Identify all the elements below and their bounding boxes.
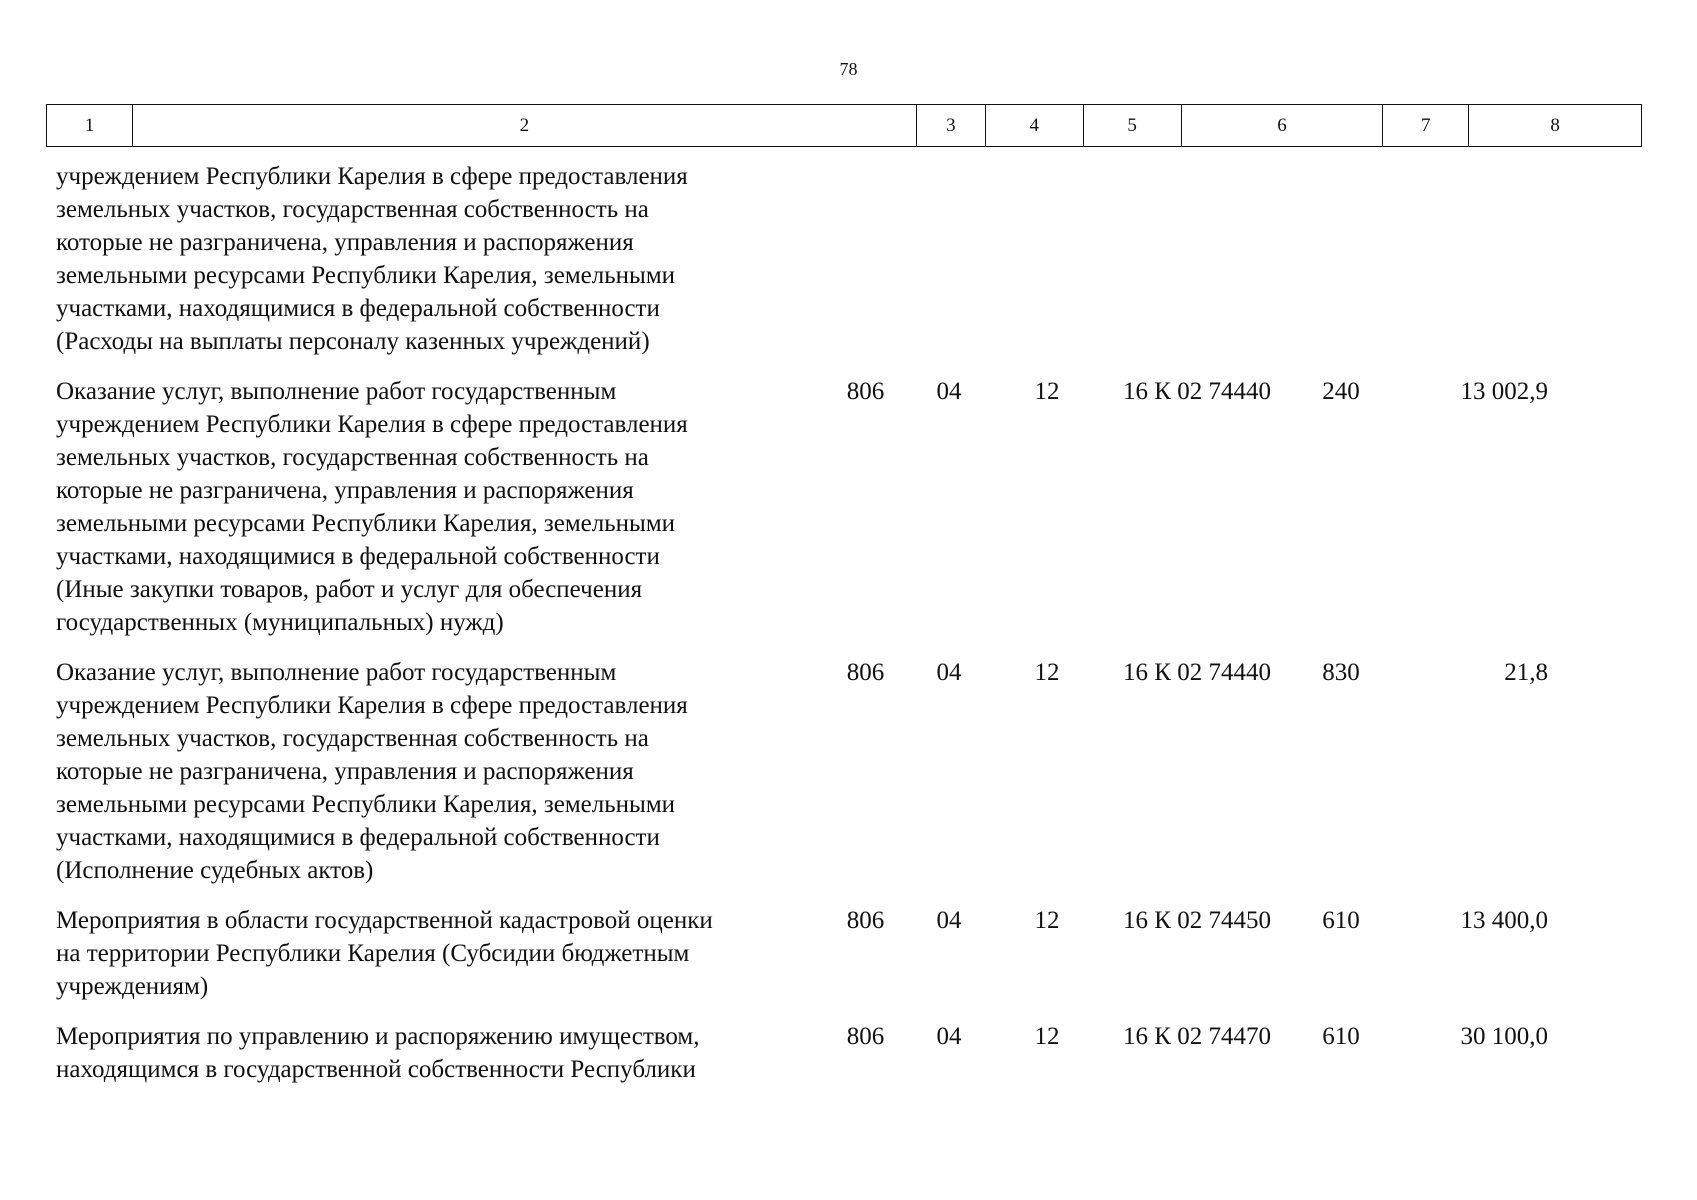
amount-cell [1384,160,1556,358]
expense-type-cell [1298,160,1384,358]
amount-cell: 21,8 [1504,659,1548,686]
target-article-cell [1096,160,1298,358]
description-line: Оказание услуг, выполнение работ государственным [56,659,617,686]
amount-cell: 13 400,0 [1460,907,1548,934]
description-line: учреждениям) [56,973,209,1000]
column-header-8: 8 [1550,114,1560,136]
target-article-cell: 16 К 02 74470 [1123,1023,1271,1050]
expense-type-cell: 240 [1322,378,1360,405]
description-line: земельных участков, государственная собственность на [56,444,649,471]
description-line: учреждением Республики Карелия в сфере предоставления [56,692,688,719]
description-line: которые не разграничена, управления и распоряжения [56,758,634,785]
description-line: земельными ресурсами Республики Карелия, земельными [56,791,676,818]
subsection-code-cell: 12 [1034,659,1060,686]
expense-type-cell: 610 [1322,907,1360,934]
table-row [46,1020,1642,1086]
section-code-cell: 04 [936,378,962,405]
table-row [46,160,1642,358]
description-line: участками, находящимися в федеральной собственности [56,295,660,322]
description-line: учреждением Республики Карелия в сфере предоставления [56,163,688,190]
table-row [46,656,1642,887]
table-body [46,160,1642,1103]
column-header-4: 4 [986,105,1084,146]
table-row [46,904,1642,1003]
ministry-code-cell: 806 [846,378,885,405]
section-code-cell [900,160,998,358]
description-line: (Иные закупки товаров, работ и услуг для обеспечения [56,576,643,603]
section-code-cell: 04 [936,659,962,686]
description-line: земельных участков, государственная собственность на [56,725,649,752]
description-line: (Исполнение судебных актов) [56,857,374,884]
description-line: которые не разграничена, управления и распоряжения [56,477,634,504]
column-header-2: 2 [133,105,917,146]
subsection-code-cell: 12 [1034,1023,1060,1050]
column-header-5: 5 [1084,105,1182,146]
description-line: которые не разграничена, управления и распоряжения [56,229,634,256]
description-line: Оказание услуг, выполнение работ государственным [56,378,617,405]
description-line: участками, находящимися в федеральной собственности [56,543,660,570]
amount-cell: 13 002,9 [1460,378,1548,405]
column-header-3: 3 [917,105,986,146]
amount-cell: 30 100,0 [1460,1023,1548,1050]
column-header-6: 6 [1182,105,1384,146]
column-header-7: 7 [1383,105,1469,146]
ministry-code-cell: 806 [846,1023,885,1050]
description-line: государственных (муниципальных) нужд) [56,609,504,636]
description-line: находящимся в государственной собственности Республики [56,1056,696,1083]
target-article-cell: 16 К 02 74440 [1123,659,1271,686]
row-description [0,375,831,639]
row-description [0,656,831,887]
subsection-code-cell [998,160,1096,358]
row-description [0,160,831,358]
description-line: земельных участков, государственная собственность на [56,196,649,223]
description-line: земельными ресурсами Республики Карелия, земельными [56,510,676,537]
column-header-1: 1 [47,105,133,146]
subsection-code-cell: 12 [1034,907,1060,934]
description-line: (Расходы на выплаты персоналу казенных учреждений) [56,328,650,355]
expense-type-cell: 610 [1322,1023,1360,1050]
description-line: участками, находящимися в федеральной собственности [56,824,660,851]
description-line: Мероприятия по управлению и распоряжению имуществом, [56,1023,700,1050]
target-article-cell: 16 К 02 74440 [1123,378,1271,405]
ministry-code-cell: 806 [846,659,885,686]
table-row [46,375,1642,639]
description-line: на территории Республики Карелия (Субсидии бюджетным [56,940,690,967]
section-code-cell: 04 [936,907,962,934]
page-number: 78 [839,59,858,79]
target-article-cell: 16 К 02 74450 [1123,907,1271,934]
ministry-code-cell [831,160,900,358]
expense-type-cell: 830 [1322,659,1360,686]
description-line: земельными ресурсами Республики Карелия, земельными [56,262,676,289]
table-header-row [46,104,1642,147]
ministry-code-cell: 806 [846,907,885,934]
row-description [0,1020,831,1086]
section-code-cell: 04 [936,1023,962,1050]
row-description [0,904,831,1003]
description-line: учреждением Республики Карелия в сфере предоставления [56,411,688,438]
description-line: Мероприятия в области государственной кадастровой оценки [56,907,713,934]
subsection-code-cell: 12 [1034,378,1060,405]
